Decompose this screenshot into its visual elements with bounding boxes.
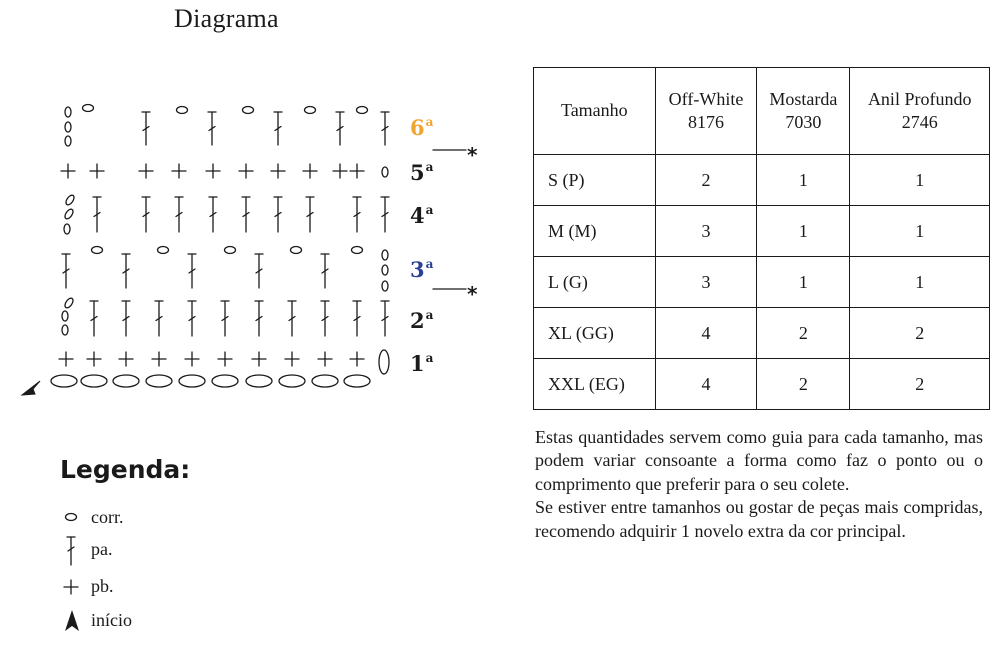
svg-text:*: * xyxy=(467,143,478,167)
double-crochet-stitch xyxy=(306,197,314,232)
off-white-cell: 3 xyxy=(655,206,757,257)
single-crochet-stitch xyxy=(239,164,253,178)
notes xyxy=(535,426,983,543)
single-crochet-stitch xyxy=(61,164,75,178)
table-row xyxy=(534,206,990,257)
chain-stitch xyxy=(51,375,77,387)
legend-item-double-crochet xyxy=(60,535,260,563)
chain-stitch xyxy=(63,208,74,220)
chain-stitch xyxy=(291,247,302,254)
double-crochet-stitch xyxy=(336,112,344,145)
chain-icon xyxy=(60,503,84,531)
legend-label-single-crochet: pb. xyxy=(91,576,114,596)
single-crochet-stitch xyxy=(333,164,347,178)
chain-stitch xyxy=(246,375,272,387)
mostarda-cell: 2 xyxy=(757,359,850,410)
chain-stitch xyxy=(146,375,172,387)
double-crochet-stitch xyxy=(209,197,217,232)
chain-stitch xyxy=(62,311,68,321)
off-white-cell: 4 xyxy=(655,359,757,410)
off-white-cell: 3 xyxy=(655,257,757,308)
anil-cell: 2 xyxy=(850,308,990,359)
diagram-title: Diagrama xyxy=(174,4,279,33)
double-crochet-stitch xyxy=(188,301,196,336)
chain-stitch xyxy=(177,107,188,114)
chain-stitch xyxy=(83,105,94,112)
double-crochet-stitch xyxy=(255,301,263,336)
chain-stitch xyxy=(62,325,68,335)
single-crochet-stitch xyxy=(139,164,153,178)
notes-paragraph-2: Se estiver entre tamanhos ou gostar de peças mais compridas, recomendo adquirir 1 novelo extra da cor principal. xyxy=(535,497,983,541)
mostarda-cell: 1 xyxy=(757,206,850,257)
chain-stitch xyxy=(65,136,71,146)
crochet-stitch-diagram xyxy=(0,0,520,420)
header-mostarda: Mostarda 7030 xyxy=(757,68,850,155)
mostarda-cell: 1 xyxy=(757,257,850,308)
chain-stitch xyxy=(357,107,368,114)
row-label-6: 6$^a$ xyxy=(410,115,434,140)
size-cell: M (M) xyxy=(534,206,656,257)
double-crochet-stitch xyxy=(208,112,216,145)
legend-label-start: início xyxy=(91,610,132,630)
header-off-white: Off-White 8176 xyxy=(655,68,757,155)
single-crochet-stitch xyxy=(59,352,73,366)
single-crochet-icon xyxy=(60,572,84,600)
chain-stitch xyxy=(64,194,75,206)
double-crochet-stitch xyxy=(321,254,329,288)
notes-paragraph-1: Estas quantidades servem como guia para cada tamanho, mas podem variar consoante a forma como faz o ponto ou o comprimento que preferir para o seu colete. xyxy=(535,427,983,494)
single-crochet-stitch xyxy=(87,352,101,366)
start-arrow-icon xyxy=(60,606,84,634)
row-label-3: 3$^a$ xyxy=(410,257,434,282)
double-crochet-icon xyxy=(60,535,84,569)
double-crochet-stitch xyxy=(255,254,263,288)
single-crochet-stitch xyxy=(285,352,299,366)
chain-stitch xyxy=(158,247,169,254)
double-crochet-stitch xyxy=(381,301,389,336)
single-crochet-stitch xyxy=(119,352,133,366)
single-crochet-stitch xyxy=(218,352,232,366)
double-crochet-stitch xyxy=(381,197,389,232)
chain-stitch xyxy=(312,375,338,387)
chain-stitch xyxy=(64,224,70,234)
chain-stitch xyxy=(352,247,363,254)
double-crochet-stitch xyxy=(353,301,361,336)
header-size: Tamanho xyxy=(534,68,656,155)
single-crochet-stitch xyxy=(252,352,266,366)
table-header-row xyxy=(534,68,990,155)
chain-stitch xyxy=(113,375,139,387)
off-white-cell: 4 xyxy=(655,308,757,359)
mostarda-cell: 2 xyxy=(757,308,850,359)
chain-stitch xyxy=(382,167,388,177)
single-crochet-stitch xyxy=(185,352,199,366)
double-crochet-stitch xyxy=(155,301,163,336)
table-row xyxy=(534,257,990,308)
table-row xyxy=(534,308,990,359)
single-crochet-stitch xyxy=(318,352,332,366)
chain-stitch xyxy=(81,375,107,387)
legend-item-start xyxy=(60,606,260,634)
legend-title: Legenda: xyxy=(60,455,191,484)
double-crochet-stitch xyxy=(188,254,196,288)
double-crochet-stitch xyxy=(93,197,101,232)
chain-stitch xyxy=(305,107,316,114)
off-white-cell: 2 xyxy=(655,155,757,206)
header-anil-profundo: Anil Profundo 2746 xyxy=(850,68,990,155)
table-row xyxy=(534,359,990,410)
chain-stitch xyxy=(65,122,71,132)
chain-stitch xyxy=(212,375,238,387)
legend-label-chain: corr. xyxy=(91,507,124,527)
single-crochet-stitch xyxy=(172,164,186,178)
row-label-5: 5$^a$ xyxy=(410,160,434,185)
double-crochet-stitch xyxy=(122,301,130,336)
double-crochet-stitch xyxy=(381,112,389,145)
single-crochet-stitch xyxy=(90,164,104,178)
chain-stitch xyxy=(382,250,388,260)
chain-stitch xyxy=(243,107,254,114)
size-cell: XL (GG) xyxy=(534,308,656,359)
chain-stitch xyxy=(63,297,74,309)
legend-item-single-crochet xyxy=(60,572,260,600)
repeat-marker-row-3 xyxy=(433,282,478,306)
double-crochet-stitch xyxy=(221,301,229,336)
start-arrow-icon xyxy=(22,381,40,395)
size-cell: S (P) xyxy=(534,155,656,206)
double-crochet-stitch xyxy=(242,197,250,232)
chain-stitch xyxy=(92,247,103,254)
single-crochet-stitch xyxy=(206,164,220,178)
double-crochet-stitch xyxy=(62,254,70,288)
table-row xyxy=(534,155,990,206)
chain-stitch xyxy=(382,281,388,291)
double-crochet-stitch xyxy=(90,301,98,336)
chain-stitch xyxy=(65,107,71,117)
anil-cell: 2 xyxy=(850,359,990,410)
row-label-2: 2$^a$ xyxy=(410,308,434,333)
row-label-1: 1$^a$ xyxy=(410,351,434,376)
chain-stitch xyxy=(225,247,236,254)
double-crochet-stitch xyxy=(122,254,130,288)
legend-label-double-crochet: pa. xyxy=(91,539,113,559)
anil-cell: 1 xyxy=(850,206,990,257)
mostarda-cell: 1 xyxy=(757,155,850,206)
row-label-4: 4$^a$ xyxy=(410,203,434,228)
chain-stitch xyxy=(379,350,389,374)
double-crochet-stitch xyxy=(274,197,282,232)
yarn-quantity-table xyxy=(533,67,990,410)
double-crochet-stitch xyxy=(321,301,329,336)
legend-item-chain xyxy=(60,503,260,531)
chain-stitch xyxy=(344,375,370,387)
double-crochet-stitch xyxy=(353,197,361,232)
double-crochet-stitch xyxy=(274,112,282,145)
chain-stitch xyxy=(279,375,305,387)
chain-stitch xyxy=(179,375,205,387)
svg-text:*: * xyxy=(467,282,478,306)
single-crochet-stitch xyxy=(350,352,364,366)
double-crochet-stitch xyxy=(142,197,150,232)
chain-stitch xyxy=(382,265,388,275)
size-cell: XXL (EG) xyxy=(534,359,656,410)
single-crochet-stitch xyxy=(350,164,364,178)
double-crochet-stitch xyxy=(142,112,150,145)
single-crochet-stitch xyxy=(271,164,285,178)
double-crochet-stitch xyxy=(175,197,183,232)
double-crochet-stitch xyxy=(288,301,296,336)
single-crochet-stitch xyxy=(303,164,317,178)
anil-cell: 1 xyxy=(850,257,990,308)
single-crochet-stitch xyxy=(152,352,166,366)
size-cell: L (G) xyxy=(534,257,656,308)
repeat-marker-row-6 xyxy=(433,143,478,167)
anil-cell: 1 xyxy=(850,155,990,206)
